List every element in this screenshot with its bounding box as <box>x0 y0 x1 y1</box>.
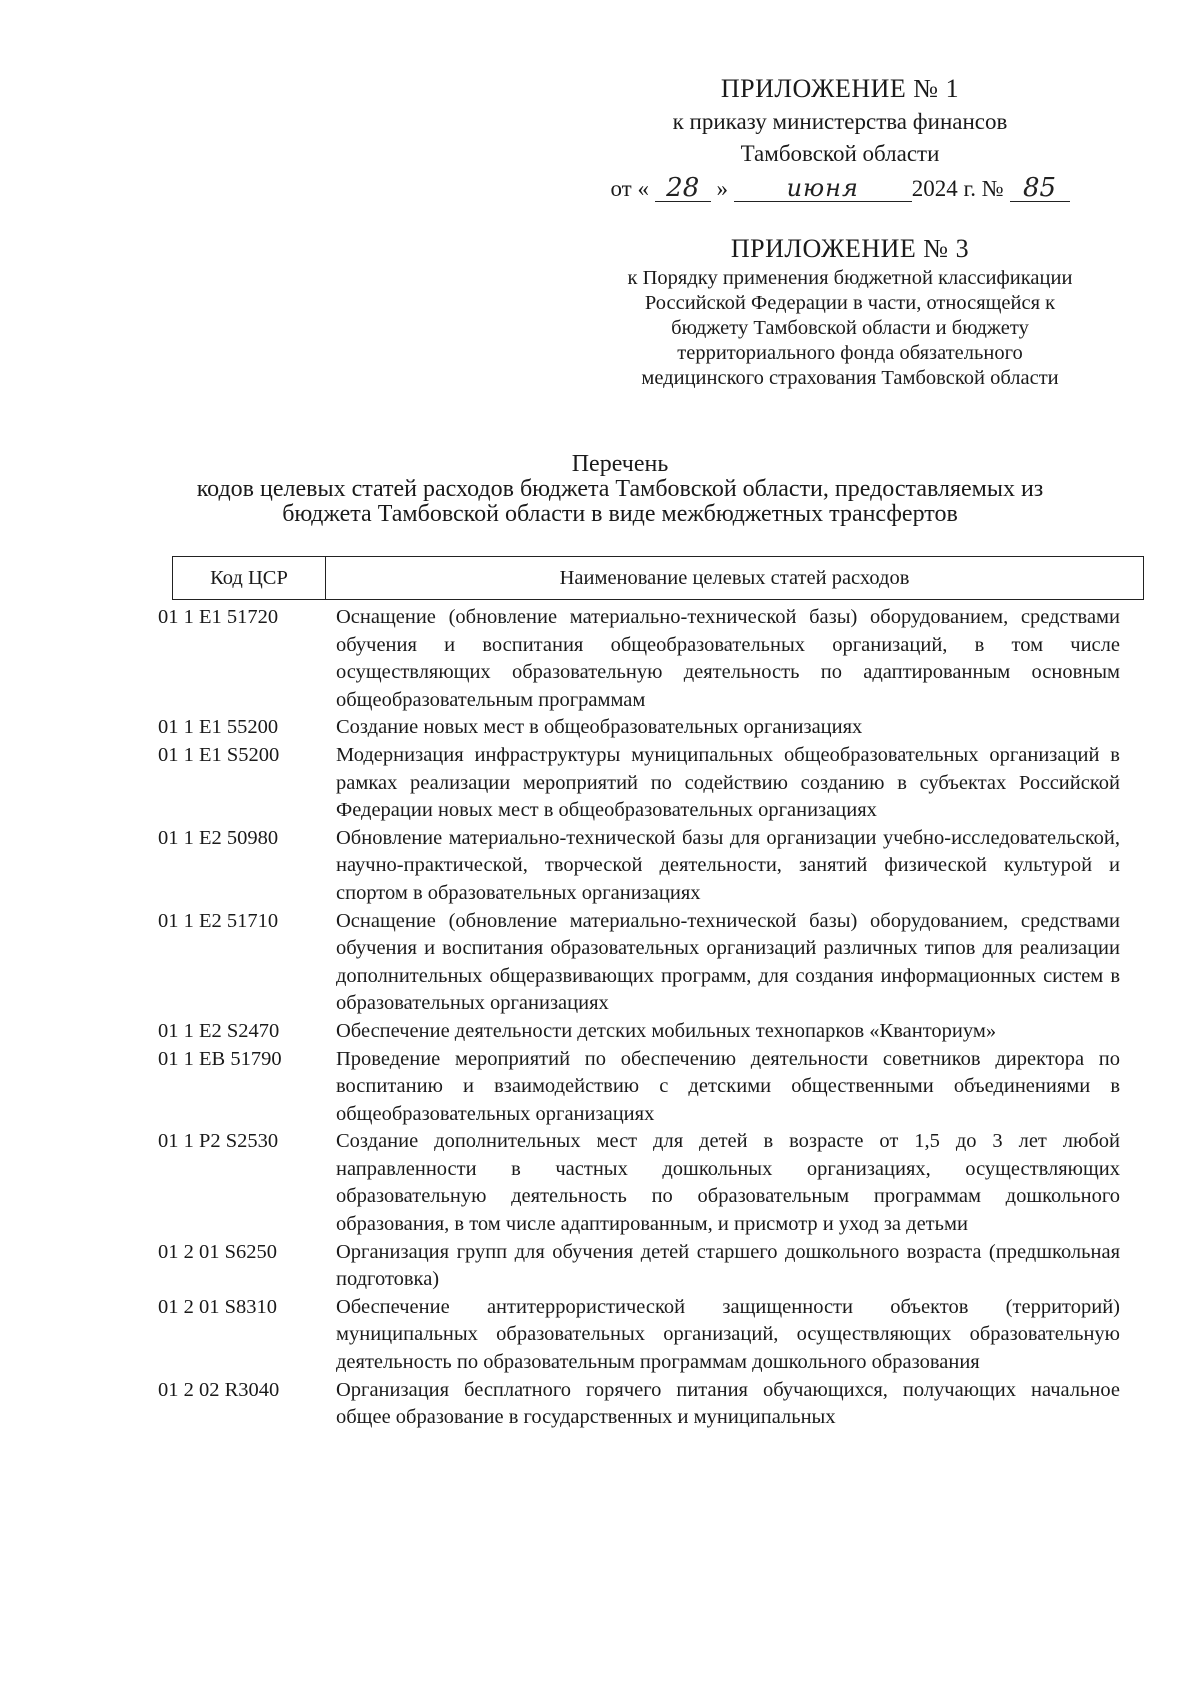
heading-line-2: кодов целевых статей расходов бюджета Тамбовской области, предоставляемых из <box>196 476 1044 502</box>
table-body <box>158 604 1142 1432</box>
appendix-3-title: ПРИЛОЖЕНИЕ № 3 <box>730 234 970 263</box>
header-code: Код ЦСР <box>173 557 326 599</box>
table-row <box>158 742 1142 825</box>
row-code: 01 2 01 S8310 <box>158 1295 278 1318</box>
row-name: Обновление материально-технической базы для организации учебно-исследовательской, научно-практической, творческой деятельности, занятий физической культурой и спортом в образовательных организациях <box>336 826 1120 904</box>
table-row <box>158 908 1142 1018</box>
appendix-1-line-2: Тамбовской области <box>740 141 940 166</box>
row-name: Создание новых мест в общеобразовательных организациях <box>336 716 863 739</box>
appendix-3-block <box>580 232 1120 391</box>
table-row <box>158 1239 1142 1294</box>
table-header <box>172 556 1144 600</box>
appendix-3-line-4: территориального фонда обязательного <box>677 342 1023 364</box>
handwritten-day: 28 <box>655 175 711 202</box>
table-row <box>158 1294 1142 1377</box>
handwritten-number: 85 <box>1010 175 1070 202</box>
heading-line-1: Перечень <box>571 451 669 477</box>
table-row <box>158 1018 1142 1046</box>
order-date-line <box>580 172 1100 206</box>
row-name: Обеспечение деятельности детских мобильных технопарков «Кванториум» <box>336 1019 997 1042</box>
row-name: Создание дополнительных мест для детей в возрасте от 1,5 до 3 лет любой направленности в частных дошкольных организациях, осуществляющих образовательную деятельность по образовательным программам дошкольного образования, в том числе адаптированным, и присмотр и уход за детьми <box>336 1130 1120 1236</box>
appendix-3-line-2: Российской Федерации в части, относящейся к <box>644 292 1056 314</box>
table-row <box>158 825 1142 908</box>
row-code: 01 1 EB 51790 <box>158 1047 282 1070</box>
row-name: Модернизация инфраструктуры муниципальных общеобразовательных организаций в рамках реализации мероприятий по содействию созданию в субъектах Российской Федерации новых мест в общеобразовательных организациях <box>336 743 1120 822</box>
row-code: 01 1 E2 50980 <box>158 826 279 849</box>
row-name: Оснащение (обновление материально-технической базы) оборудованием, средствами обучения и воспитания образовательных организаций различных типов для реализации дополнительных общеразвивающих программ, для создания информационных систем в образовательных организациях <box>336 909 1120 1015</box>
appendix-1-block <box>580 72 1100 206</box>
order-prefix: от « <box>610 176 649 201</box>
document-heading <box>90 452 1150 527</box>
row-name: Оснащение (обновление материально-технической базы) оборудованием, средствами обучения и воспитания общеобразовательных организаций, в том числе осуществляющих образовательную деятельность по адаптированным основным общеобразовательным программам <box>336 606 1120 711</box>
appendix-3-line-5: медицинского страхования Тамбовской области <box>641 367 1059 389</box>
heading-line-3: бюджета Тамбовской области в виде межбюджетных трансфертов <box>282 501 958 527</box>
row-name: Обеспечение антитеррористической защищенности объектов (территорий) муниципальных образовательных организаций, осуществляющих образовательную деятельность по образовательным программам дошкольного образования <box>336 1295 1120 1374</box>
row-code: 01 1 E2 51710 <box>158 909 279 932</box>
row-code: 01 1 E1 51720 <box>158 606 279 628</box>
table-row <box>158 604 1142 714</box>
row-code: 01 1 E1 55200 <box>158 716 279 739</box>
row-code: 01 1 E1 S5200 <box>158 743 280 766</box>
handwritten-month: июня <box>734 175 912 202</box>
appendix-1-line-1: к приказу министерства финансов <box>672 109 1008 134</box>
table-row <box>158 1046 1142 1129</box>
row-code: 01 2 02 R3040 <box>158 1378 280 1401</box>
table-row <box>158 1128 1142 1238</box>
row-code: 01 2 01 S6250 <box>158 1240 278 1263</box>
order-year: 2024 г. № <box>911 176 1004 201</box>
appendix-3-line-1: к Порядку применения бюджетной классификации <box>627 267 1073 289</box>
row-code: 01 1 E2 S2470 <box>158 1019 280 1042</box>
row-name: Проведение мероприятий по обеспечению деятельности советников директора по воспитанию и взаимодействию с детскими общественными объединениями в общеобразовательных организациях <box>336 1047 1120 1125</box>
appendix-1-title: ПРИЛОЖЕНИЕ № 1 <box>720 74 960 103</box>
header-name: Наименование целевых статей расходов <box>559 566 910 589</box>
appendix-3-line-3: бюджету Тамбовской области и бюджету <box>671 317 1029 339</box>
order-mid: » <box>716 176 728 201</box>
table-row <box>158 714 1142 742</box>
row-name: Организация бесплатного горячего питания обучающихся, получающих начальное общее образование в государственных и муниципальных <box>336 1378 1120 1429</box>
row-name: Организация групп для обучения детей старшего дошкольного возраста (предшкольная подготовка) <box>336 1240 1120 1291</box>
table-row <box>158 1377 1142 1432</box>
row-code: 01 1 P2 S2530 <box>158 1130 279 1153</box>
